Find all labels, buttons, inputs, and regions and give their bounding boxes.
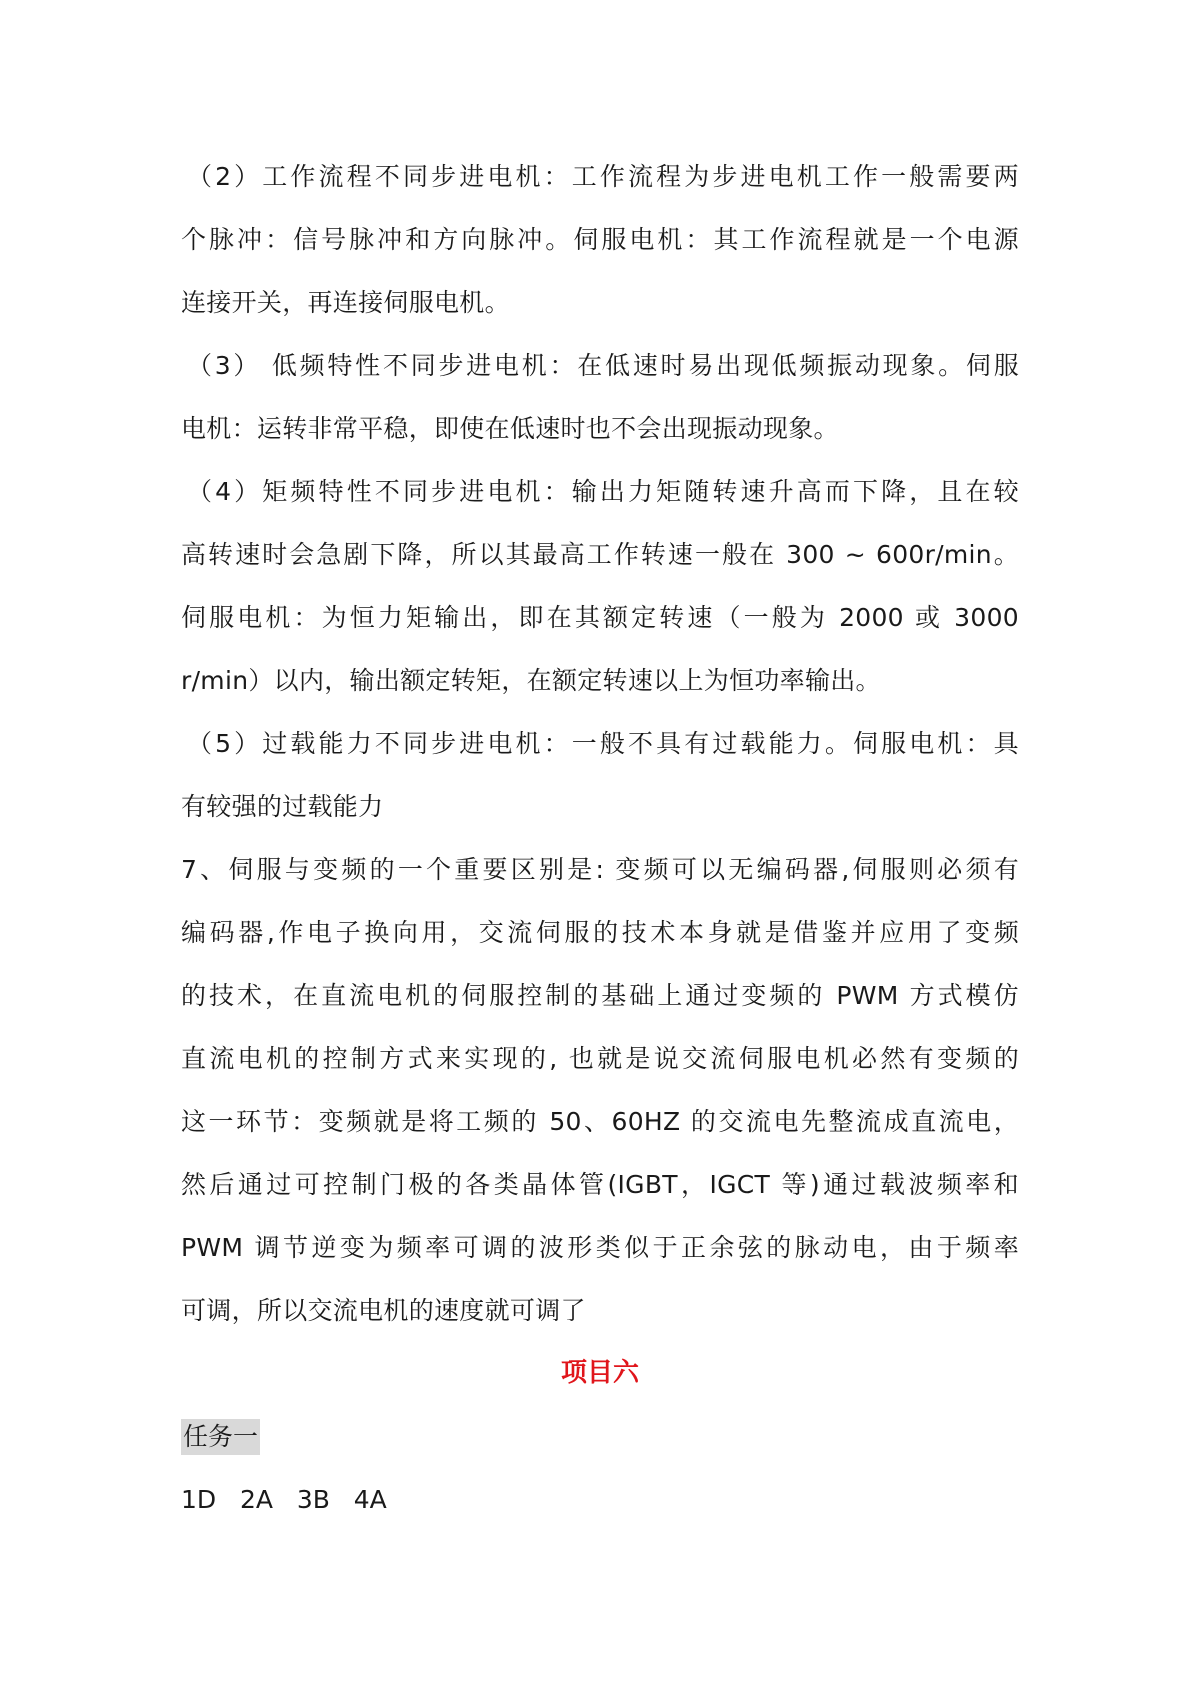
paragraph-line: 个脉冲：信号脉冲和方向脉冲。伺服电机：其工作流程就是一个电源: [181, 225, 1019, 254]
paragraph-line: 有较强的过载能力: [181, 792, 384, 821]
paragraph-line: 伺服电机：为恒力矩输出，即在其额定转速（一般为 2000 或 3000: [181, 603, 1019, 632]
paragraph-line: 电机：运转非常平稳，即使在低速时也不会出现振动现象。: [181, 414, 839, 443]
document-body: [181, 145, 1019, 1531]
task-label: 任务一: [181, 1419, 260, 1455]
paragraph-line: 直流电机的控制方式来实现的, 也就是说交流伺服电机必然有变频的: [181, 1044, 1019, 1073]
paragraph-line: 然后通过可控制门极的各类晶体管(IGBT，IGCT 等)通过载波频率和: [181, 1170, 1019, 1199]
paragraph-line: 编码器,作电子换向用，交流伺服的技术本身就是借鉴并应用了变频: [181, 918, 1019, 947]
paragraph-line: （5）过载能力不同步进电机：一般不具有过载能力。伺服电机：具: [187, 729, 1019, 758]
paragraph-line: 7、伺服与变频的一个重要区别是: 变频可以无编码器,伺服则必须有: [181, 855, 1019, 884]
paragraph-line: （4）矩频特性不同步进电机：输出力矩随转速升高而下降，且在较: [187, 477, 1019, 506]
paragraph-line: （2）工作流程不同步进电机：工作流程为步进电机工作一般需要两: [187, 162, 1019, 191]
answer-list: 1D 2A 3B 4A: [181, 1485, 387, 1514]
paragraph-line: 这一环节：变频就是将工频的 50、60HZ 的交流电先整流成直流电，: [181, 1107, 1019, 1136]
paragraph-line: PWM 调节逆变为频率可调的波形类似于正余弦的脉动电，由于频率: [181, 1233, 1019, 1262]
task-row: [181, 1405, 1019, 1468]
paragraph-line: 的技术，在直流电机的伺服控制的基础上通过变频的 PWM 方式模仿: [181, 981, 1019, 1010]
paragraph-line: r/min）以内，输出额定转矩，在额定转速以上为恒功率输出。: [181, 666, 881, 695]
paragraph-line: 连接开关，再连接伺服电机。: [181, 288, 510, 317]
paragraph-line: （3） 低频特性不同步进电机：在低速时易出现低频振动现象。伺服: [187, 351, 1019, 380]
section-heading: 项目六: [560, 1358, 639, 1388]
paragraph-line: 可调，所以交流电机的速度就可调了: [181, 1296, 586, 1325]
paragraph-line: 高转速时会急剧下降，所以其最高工作转速一般在 300 ~ 600r/min。: [181, 540, 1019, 569]
